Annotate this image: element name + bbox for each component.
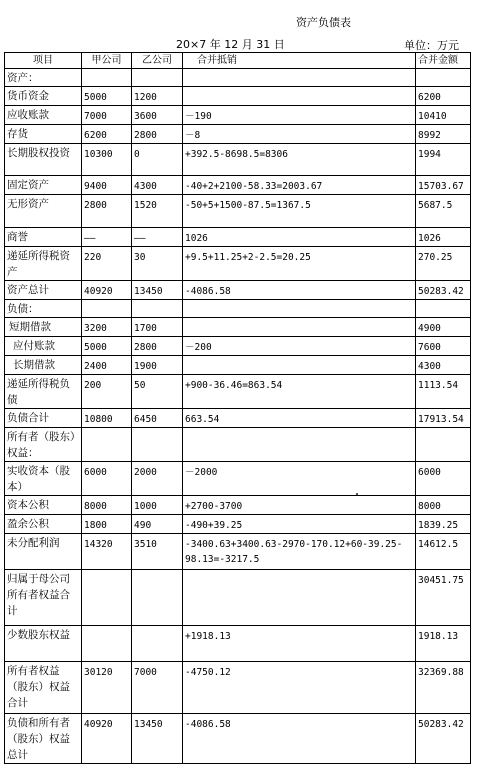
table-row [5,534,471,570]
consolidated-value: 32369.88 [416,662,471,714]
consolidated-value: 270.25 [416,247,471,281]
company-b-value [132,428,183,462]
table-row [5,318,471,337]
company-a-value: 14320 [82,534,132,570]
company-b-value: 2800 [132,337,183,356]
elimination-value: -50+5+1500-87.5=1367.5 [183,195,416,228]
table-row [5,356,471,375]
row-item-label: 无形资产 [5,195,82,228]
row-item-label: 货币资金 [5,87,82,106]
elimination-value: -40+2+2100-58.33=2003.67 [183,176,416,195]
consolidated-value: 1026 [416,228,471,247]
elimination-value [183,87,416,106]
row-item-label: 所有者权益（股东）权益合计 [5,662,82,714]
consolidated-value [416,300,471,318]
table-row [5,228,471,247]
company-a-value [82,69,132,87]
company-a-value: 6200 [82,125,132,144]
consolidated-value: 1839.25 [416,515,471,534]
consolidated-value: 6000 [416,462,471,496]
company-b-value: 3600 [132,106,183,125]
company-a-value: 7000 [82,106,132,125]
elimination-value [183,300,416,318]
row-item-label: 短期借款 [5,318,82,337]
company-a-value: 40920 [82,281,132,300]
elimination-value: -4086.58 [183,281,416,300]
company-a-value: 220 [82,247,132,281]
elimination-value: +1918.13 [183,626,416,662]
row-item-label: 资产总计 [5,281,82,300]
table-row [5,714,471,764]
company-a-value: 5000 [82,87,132,106]
column-header-company-b: 乙公司 [132,53,183,69]
elimination-value: -3400.63+3400.63-2970-170.12+60-39.25-98.13=-3217.5 [183,534,416,570]
consolidated-value: 8000 [416,496,471,515]
elimination-value [183,318,416,337]
company-b-value [132,69,183,87]
company-a-value [82,428,132,462]
company-a-value: 9400 [82,176,132,195]
company-b-value: 1520 [132,195,183,228]
table-row [5,176,471,195]
consolidated-value: 50283.42 [416,281,471,300]
consolidated-value: 6200 [416,87,471,106]
table-row [5,281,471,300]
row-item-label: 递延所得税资产 [5,247,82,281]
row-item-label: 资产： [5,69,82,87]
table-row [5,87,471,106]
elimination-value [183,356,416,375]
elimination-value [183,570,416,626]
row-item-label: 负债和所有者（股东）权益总计 [5,714,82,764]
row-item-label: 固定资产 [5,176,82,195]
consolidated-value: 30451.75 [416,570,471,626]
table-row [5,496,471,515]
column-header-consolidated: 合并金额 [416,53,471,69]
balance-sheet-table [4,52,471,764]
company-b-value: 0 [132,144,183,176]
table-row [5,144,471,176]
company-b-value [132,570,183,626]
company-b-value: 30 [132,247,183,281]
company-a-value [82,570,132,626]
company-b-value: 13450 [132,281,183,300]
company-a-value: —— [82,228,132,247]
consolidated-value: 17913.54 [416,409,471,428]
company-a-value: 200 [82,375,132,409]
elimination-value [183,69,416,87]
elimination-value: 1026 [183,228,416,247]
company-b-value: —— [132,228,183,247]
consolidated-value: 1994 [416,144,471,176]
row-item-label: 商誉 [5,228,82,247]
company-b-value [132,300,183,318]
company-b-value: 1900 [132,356,183,375]
table-row [5,375,471,409]
table-row [5,125,471,144]
table-row [5,626,471,662]
company-a-value: 2800 [82,195,132,228]
elimination-value: －200 [183,337,416,356]
row-item-label: 递延所得税负债 [5,375,82,409]
consolidated-value: 4300 [416,356,471,375]
column-header-company-a: 甲公司 [82,53,132,69]
document-title: 资产负债表 [296,16,351,29]
row-item-label: 所有者（股东）权益： [5,428,82,462]
company-b-value: 2000 [132,462,183,496]
company-a-value: 3200 [82,318,132,337]
elimination-value: -4086.58 [183,714,416,764]
company-b-value: 4300 [132,176,183,195]
currency-unit: 单位：万元 [404,39,459,52]
elimination-value: －8 [183,125,416,144]
elimination-value: +900-36.46=863.54 [183,375,416,409]
consolidated-value: 7600 [416,337,471,356]
company-b-value: 2800 [132,125,183,144]
company-a-value: 2400 [82,356,132,375]
row-item-label: 归属于母公司所有者权益合计 [5,570,82,626]
company-b-value: 1000 [132,496,183,515]
row-item-label: 存货 [5,125,82,144]
company-a-value: 1800 [82,515,132,534]
consolidated-value: 15703.67 [416,176,471,195]
table-row [5,195,471,228]
column-header-elimination: 合并抵销 [183,53,416,69]
table-row [5,300,471,318]
row-item-label: 应付账款 [5,337,82,356]
row-item-label: 少数股东权益 [5,626,82,662]
row-item-label: 长期借款 [5,356,82,375]
row-item-label: 负债合计 [5,409,82,428]
table-row [5,409,471,428]
table-row [5,428,471,462]
elimination-value: +2700-3700 [183,496,416,515]
company-b-value: 6450 [132,409,183,428]
table-row [5,462,471,496]
table-row [5,515,471,534]
row-item-label: 盈余公积 [5,515,82,534]
table-row [5,662,471,714]
row-item-label: 应收账款 [5,106,82,125]
company-b-value: 50 [132,375,183,409]
consolidated-value [416,69,471,87]
column-header-item: 项目 [5,53,82,69]
company-a-value: 8000 [82,496,132,515]
consolidated-value: 14612.5 [416,534,471,570]
row-item-label: 未分配利润 [5,534,82,570]
report-date: 20×7 年 12 月 31 日 [176,38,285,51]
company-a-value: 10800 [82,409,132,428]
consolidated-value: 50283.42 [416,714,471,764]
table-row [5,337,471,356]
table-row [5,247,471,281]
elimination-value [183,428,416,462]
table-row [5,106,471,125]
consolidated-value: 10410 [416,106,471,125]
company-a-value [82,626,132,662]
stray-dot [356,493,358,495]
company-b-value: 1200 [132,87,183,106]
elimination-value: －2000 [183,462,416,496]
consolidated-value: 4900 [416,318,471,337]
row-item-label: 负债： [5,300,82,318]
row-item-label: 资本公积 [5,496,82,515]
table-row [5,570,471,626]
company-a-value [82,300,132,318]
company-b-value: 13450 [132,714,183,764]
elimination-value: -4750.12 [183,662,416,714]
consolidated-value: 5687.5 [416,195,471,228]
company-a-value: 40920 [82,714,132,764]
consolidated-value: 1113.54 [416,375,471,409]
company-b-value [132,626,183,662]
elimination-value: +392.5-8698.5=8306 [183,144,416,176]
row-item-label: 长期股权投资 [5,144,82,176]
company-b-value: 3510 [132,534,183,570]
company-a-value: 30120 [82,662,132,714]
company-b-value: 1700 [132,318,183,337]
company-b-value: 7000 [132,662,183,714]
consolidated-value: 1918.13 [416,626,471,662]
company-a-value: 5000 [82,337,132,356]
elimination-value: 663.54 [183,409,416,428]
row-item-label: 实收资本（股本） [5,462,82,496]
elimination-value: +9.5+11.25+2-2.5=20.25 [183,247,416,281]
elimination-value: －190 [183,106,416,125]
company-a-value: 10300 [82,144,132,176]
table-row [5,69,471,87]
elimination-value: -490+39.25 [183,515,416,534]
company-a-value: 6000 [82,462,132,496]
company-b-value: 490 [132,515,183,534]
consolidated-value [416,428,471,462]
consolidated-value: 8992 [416,125,471,144]
